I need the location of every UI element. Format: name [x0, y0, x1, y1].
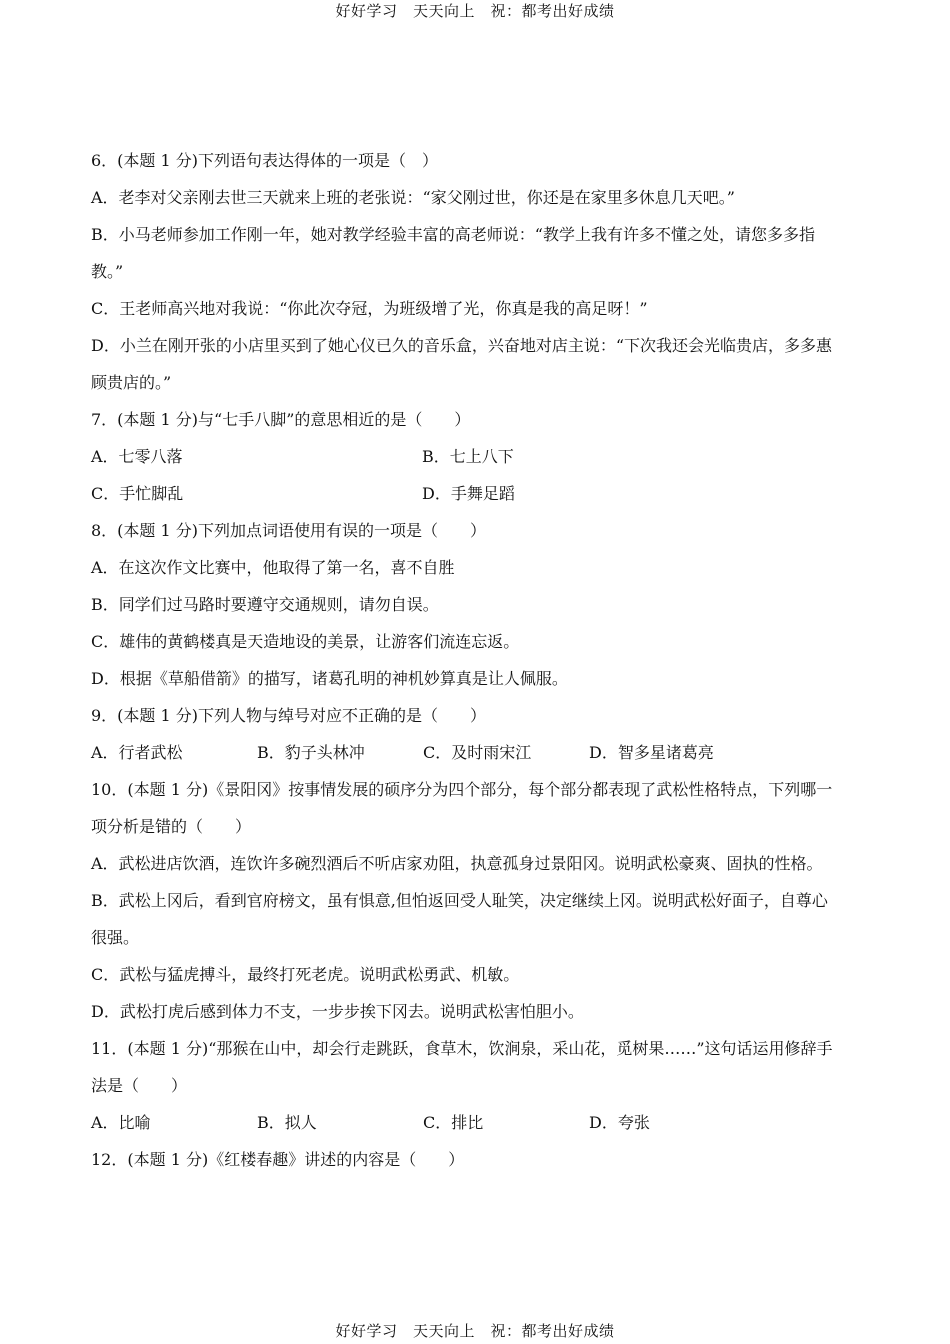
question-9-option-a: A．行者武松	[91, 743, 183, 762]
question-11-option-d: D．夸张	[589, 1113, 650, 1132]
question-11-option-c: C．排比	[423, 1113, 484, 1132]
question-7-stem: 7．(本题 1 分)与“七手八脚”的意思相近的是（ ）	[91, 410, 471, 429]
question-6-option-d: D．小兰在刚开张的小店里买到了她心仪已久的音乐盒，兴奋地对店主说：“下次我还会光临贵店，多多惠	[91, 336, 833, 355]
question-10-stem-cont: 项分析是错的（ ）	[91, 817, 252, 836]
question-6-option-c: C．王老师高兴地对我说：“你此次夺冠，为班级增了光，你真是我的高足呀！”	[91, 299, 648, 318]
question-11-stem-cont: 法是（ ）	[91, 1076, 188, 1095]
question-10-option-b: B．武松上冈后，看到官府榜文，虽有惧意,但怕返回受人耻笑，决定继续上冈。说明武松好面子，自尊心	[91, 891, 828, 910]
question-9-option-d: D．智多星诸葛亮	[589, 743, 714, 762]
question-7-option-b: B．七上八下	[422, 447, 514, 466]
question-10-option-d: D．武松打虎后感到体力不支，一步步挨下冈去。说明武松害怕胆小。	[91, 1002, 584, 1021]
question-9-stem: 9．(本题 1 分)下列人物与绰号对应不正确的是（ ）	[91, 706, 487, 725]
question-8-option-c: C．雄伟的黄鹤楼真是天造地设的美景，让游客们流连忘返。	[91, 632, 520, 651]
question-9-option-c: C．及时雨宋江	[423, 743, 532, 762]
question-7-options-row-1	[91, 438, 866, 475]
question-11-option-b: B．拟人	[257, 1113, 317, 1132]
question-6-option-b: B．小马老师参加工作刚一年，她对教学经验丰富的高老师说：“教学上我有许多不懂之处，请您多多指	[91, 225, 815, 244]
question-6-option-b-cont: 教。”	[91, 262, 124, 281]
question-9-option-b: B．豹子头林冲	[257, 743, 365, 762]
page-footer: 好好学习 天天向上 祝：都考出好成绩	[335, 1322, 615, 1340]
question-7-option-c: C．手忙脚乱	[91, 484, 184, 503]
question-8-stem: 8．(本题 1 分)下列加点词语使用有误的一项是（ ）	[91, 521, 487, 540]
question-7-option-d: D．手舞足蹈	[422, 484, 515, 503]
question-9-options-row	[91, 734, 866, 771]
question-6-option-d-cont: 顾贵店的。”	[91, 373, 172, 392]
question-8-option-b: B．同学们过马路时要遵守交通规则，请勿自误。	[91, 595, 439, 614]
question-8-option-a: A．在这次作文比赛中，他取得了第一名，喜不自胜	[91, 558, 455, 577]
question-12-stem: 12．(本题 1 分)《红楼春趣》讲述的内容是（ ）	[91, 1150, 465, 1169]
question-6-stem: 6．(本题 1 分)下列语句表达得体的一项是（ ）	[91, 151, 439, 170]
question-11-option-a: A．比喻	[91, 1113, 151, 1132]
question-10-option-c: C．武松与猛虎搏斗，最终打死老虎。说明武松勇武、机敏。	[91, 965, 520, 984]
question-10-option-b-cont: 很强。	[91, 928, 140, 947]
question-11-options-row	[91, 1104, 866, 1141]
question-list	[91, 142, 866, 1178]
question-10-option-a: A．武松进店饮酒，连饮许多碗烈酒后不听店家劝阻，执意孤身过景阳冈。说明武松豪爽、固执的性格。	[91, 854, 823, 873]
question-8-option-d: D．根据《草船借箭》的描写，诸葛孔明的神机妙算真是让人佩服。	[91, 669, 568, 688]
question-6-option-a: A．老李对父亲刚去世三天就来上班的老张说：“家父刚过世，你还是在家里多休息几天吧。”	[91, 188, 735, 207]
question-7-option-a: A．七零八落	[91, 447, 183, 466]
question-7-options-row-2	[91, 475, 866, 512]
question-11-stem: 11．(本题 1 分)“那猴在山中，却会行走跳跃，食草木，饮涧泉，采山花，觅树果……”这句话运用修辞手	[91, 1039, 833, 1058]
page-header: 好好学习 天天向上 祝：都考出好成绩	[335, 2, 615, 20]
question-10-stem: 10．(本题 1 分)《景阳冈》按事情发展的硕序分为四个部分，每个部分都表现了武松性格特点，下列哪一	[91, 780, 833, 799]
